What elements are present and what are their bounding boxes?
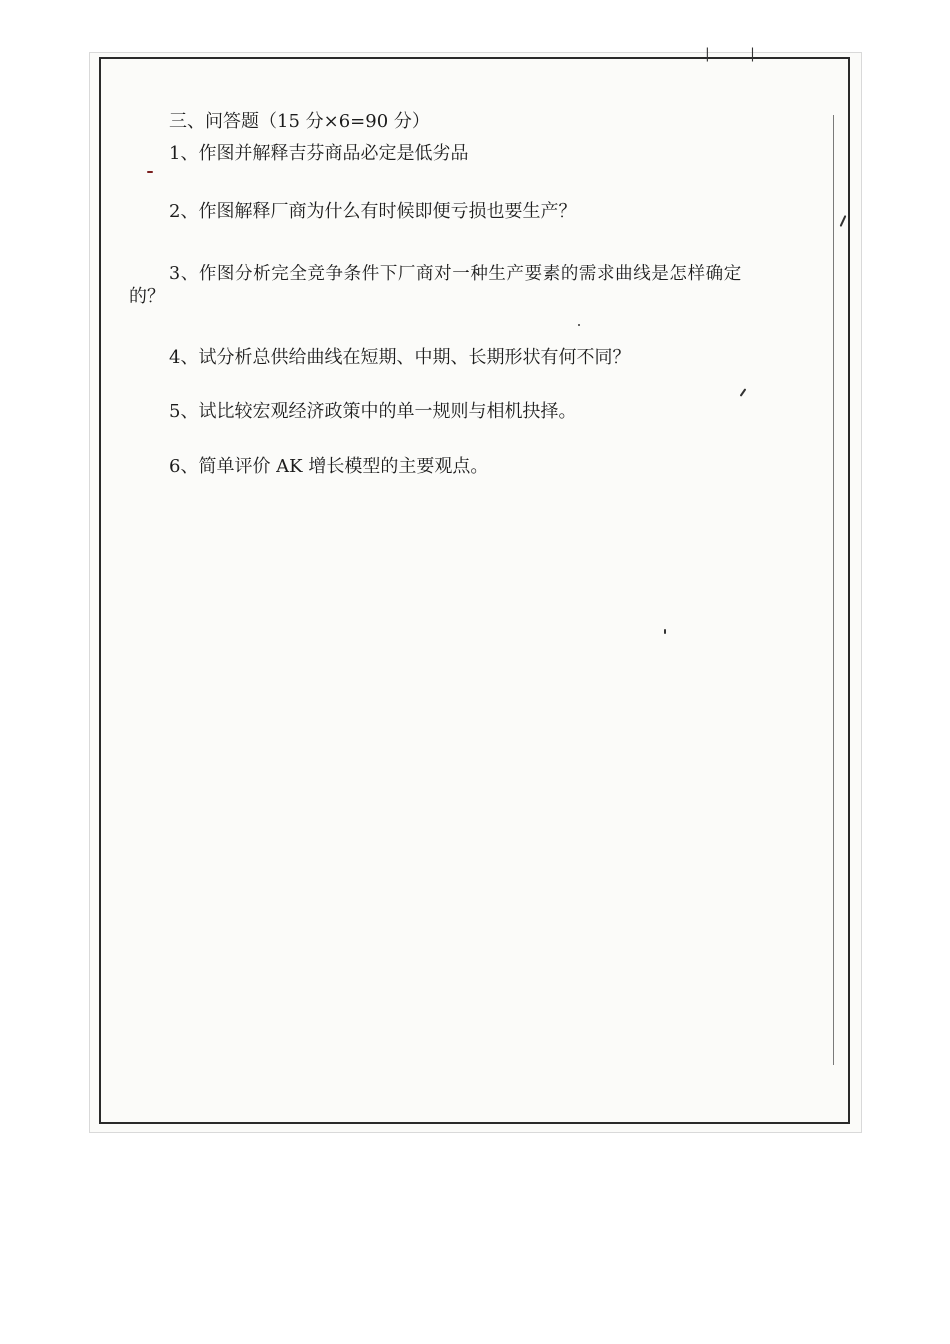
scan-speck [664, 629, 666, 634]
scan-edge-line [833, 115, 834, 1065]
question-1: 1、作图并解释吉芬商品必定是低劣品 [169, 143, 469, 164]
question-6: 6、简单评价 AK 增长模型的主要观点。 [169, 456, 489, 477]
question-4: 4、试分析总供给曲线在短期、中期、长期形状有何不同？ [169, 347, 631, 368]
question-2: 2、作图解释厂商为什么有时候即便亏损也要生产？ [169, 201, 577, 222]
question-3-continuation: 的？ [129, 286, 165, 307]
scan-top-marks: | | [705, 46, 773, 62]
section-heading: 三、问答题（15 分×6=90 分） [169, 111, 430, 132]
scan-speck [578, 324, 580, 326]
question-5: 5、试比较宏观经济政策中的单一规则与相机抉择。 [169, 401, 577, 422]
scan-speck [147, 171, 153, 173]
question-3: 3、作图分析完全竞争条件下厂商对一种生产要素的需求曲线是怎样确定 [169, 264, 742, 284]
